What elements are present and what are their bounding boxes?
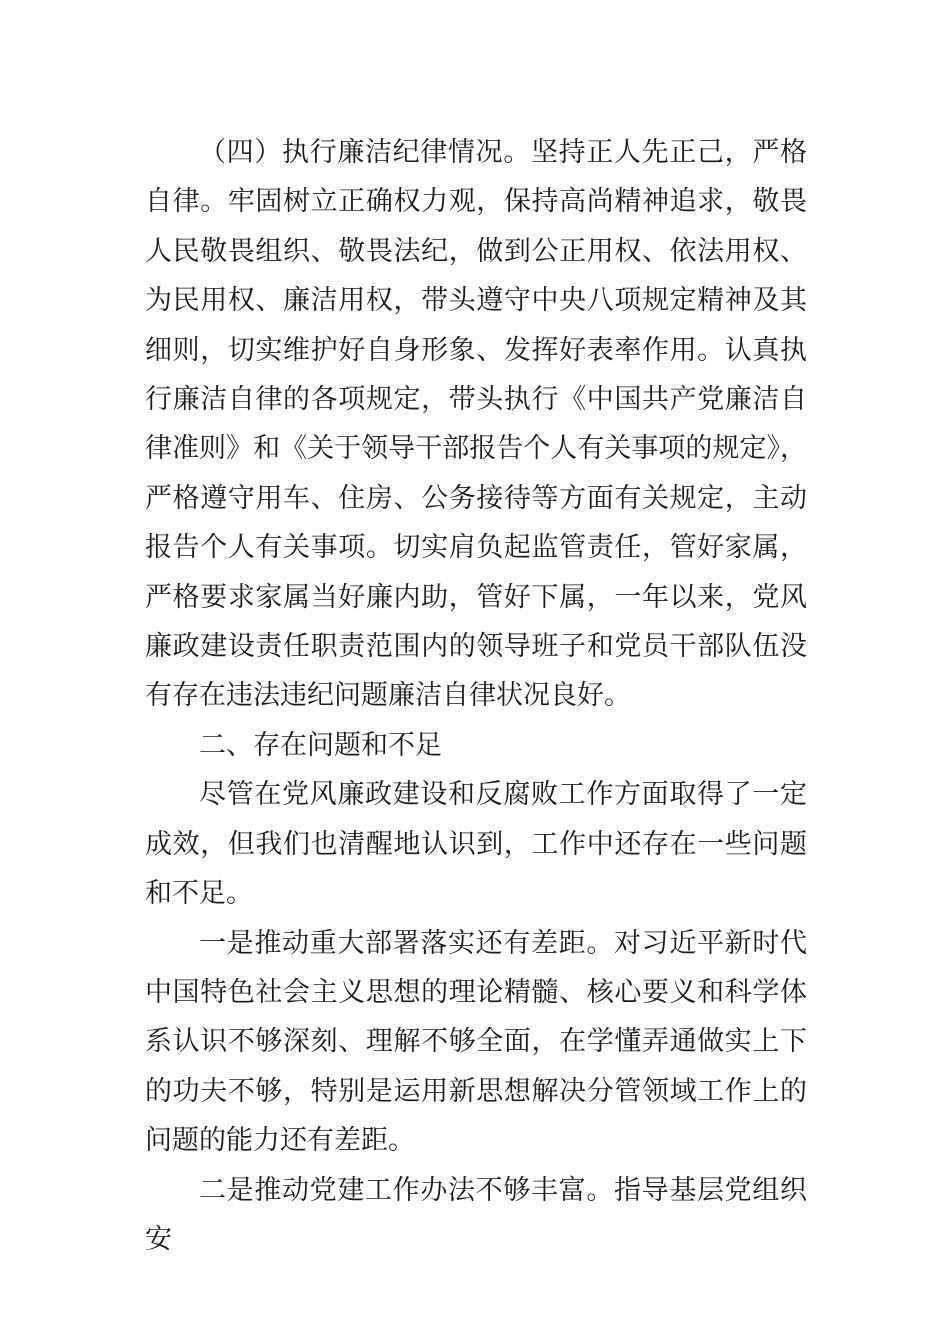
section-heading-problems: 二、存在问题和不足 xyxy=(199,729,442,761)
paragraph-problem-one: 一是推动重大部署落实还有差距。对习近平新时代中国特色社会主义思想的理论精髓、核心要义和科学体系认识不够深刻、理解不够全面，在学懂弄通做实上下的功夫不够，特别是运用新思想解决分管领域工作上的问题的能力还有差距。 xyxy=(145,927,807,1157)
paragraph-problem-two: 二是推动党建工作办法不够丰富。指导基层党组织安 xyxy=(145,1174,807,1255)
paragraph-integrity-discipline: （四）执行廉洁纪律情况。坚持正人先正己，严格自律。牢固树立正确权力观，保持高尚精神追求，敬畏人民敬畏组织、敬畏法纪，做到公正用权、依法用权、为民用权、廉洁用权，带头遵守中央八项规定精神及其细则，切实维护好自身形象、发挥好表率作用。认真执行廉洁自律的各项规定，带头执行《中国共产党廉洁自律准则》和《关于领导干部报告个人有关事项的规定》，严格遵守用车、住房、公务接待等方面有关规定，主动报告个人有关事项。切实肩负起监管责任，管好家属，严格要求家属当好廉内助，管好下属，一年以来，党风廉政建设责任职责范围内的领导班子和党员干部队伍没有存在违法违纪问题廉洁自律状况良好。 xyxy=(145,137,807,712)
document-body xyxy=(145,128,807,1264)
paragraph-problems-intro: 尽管在党风廉政建设和反腐败工作方面取得了一定成效，但我们也清醒地认识到，工作中还存在一些问题和不足。 xyxy=(145,779,807,910)
